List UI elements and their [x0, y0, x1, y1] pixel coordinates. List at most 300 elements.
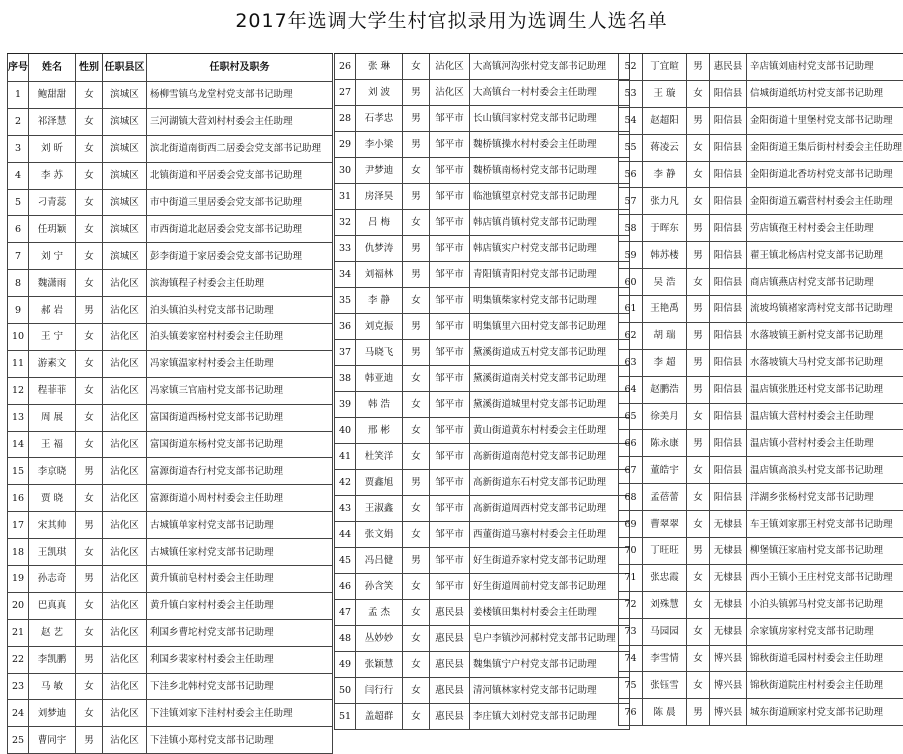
column-header-name: 姓名 [29, 54, 76, 82]
cell-post: 黛溪街道南关村党支部书记助理 [470, 366, 630, 392]
cell-post: 劳店镇孢王村村委会主任助理 [747, 215, 903, 242]
cell-name: 房泽昊 [356, 184, 403, 210]
table-row [619, 80, 903, 107]
cell-post: 富源街道小周村村委会主任助理 [147, 485, 333, 512]
cell-gender: 女 [403, 418, 430, 444]
cell-post: 临池镇望京村党支部书记助理 [470, 184, 630, 210]
cell-post: 温店镇小营村村委会主任助理 [747, 430, 903, 457]
table-row [619, 645, 903, 672]
cell-county: 沾化区 [103, 431, 147, 458]
cell-seq: 75 [619, 672, 643, 699]
cell-county: 阳信县 [710, 457, 747, 484]
cell-gender: 女 [76, 377, 103, 404]
cell-gender: 男 [76, 727, 103, 754]
cell-name: 赵鹏浩 [643, 376, 687, 403]
cell-county: 邹平市 [430, 106, 470, 132]
cell-seq: 48 [335, 626, 356, 652]
table-row [335, 158, 630, 184]
cell-county: 滨城区 [103, 135, 147, 162]
cell-gender: 女 [687, 161, 710, 188]
cell-gender: 男 [687, 215, 710, 242]
cell-name: 徐美月 [643, 403, 687, 430]
cell-name: 孙志奇 [29, 566, 76, 593]
column-header-county: 任职县区 [103, 54, 147, 82]
cell-county: 沾化区 [103, 700, 147, 727]
table-row [335, 54, 630, 80]
cell-seq: 30 [335, 158, 356, 184]
cell-post: 明集镇里六田村党支部书记助理 [470, 314, 630, 340]
cell-post: 富源街道杏行村党支部书记助理 [147, 458, 333, 485]
cell-seq: 6 [8, 216, 29, 243]
cell-gender: 男 [687, 242, 710, 269]
cell-post: 三河湖镇大营刘村村委会主任助理 [147, 108, 333, 135]
cell-gender: 女 [403, 522, 430, 548]
cell-gender: 女 [403, 54, 430, 80]
cell-gender: 男 [687, 296, 710, 323]
cell-county: 阳信县 [710, 484, 747, 511]
cell-seq: 44 [335, 522, 356, 548]
cell-post: 锦秋街道毛园村村委会主任助理 [747, 645, 903, 672]
cell-post: 黛溪街道城里村党支部书记助理 [470, 392, 630, 418]
cell-post: 小泊头镇郭马村党支部书记助理 [747, 591, 903, 618]
cell-seq: 67 [619, 457, 643, 484]
cell-post: 黄升镇前皂村村委会主任助理 [147, 566, 333, 593]
cell-post: 大高镇河沟张村党支部书记助理 [470, 54, 630, 80]
cell-gender: 女 [403, 496, 430, 522]
roster-table [334, 54, 630, 730]
cell-gender: 女 [76, 216, 103, 243]
cell-post: 滨海镇程子村委会主任助理 [147, 270, 333, 297]
cell-county: 沾化区 [103, 566, 147, 593]
cell-seq: 51 [335, 704, 356, 730]
cell-seq: 53 [619, 80, 643, 107]
table-row [8, 189, 333, 216]
table-row [335, 470, 630, 496]
cell-name: 冯吕健 [356, 548, 403, 574]
cell-county: 阳信县 [710, 188, 747, 215]
table-row [619, 564, 903, 591]
table-row [8, 162, 333, 189]
cell-county: 阳信县 [710, 296, 747, 323]
cell-name: 张 琳 [356, 54, 403, 80]
cell-seq: 8 [8, 270, 29, 297]
cell-county: 沾化区 [103, 619, 147, 646]
cell-post: 韩店镇实户村党支部书记助理 [470, 236, 630, 262]
cell-seq: 31 [335, 184, 356, 210]
cell-county: 阳信县 [710, 403, 747, 430]
table-row [335, 418, 630, 444]
table-row [8, 431, 333, 458]
cell-county: 阳信县 [710, 430, 747, 457]
table-row [8, 619, 333, 646]
cell-seq: 35 [335, 288, 356, 314]
cell-post: 杨柳雪镇乌龙堂村党支部书记助理 [147, 82, 333, 109]
cell-name: 吴 浩 [643, 269, 687, 296]
cell-county: 惠民县 [710, 54, 747, 80]
cell-name: 丁宜暄 [643, 54, 687, 80]
cell-gender: 女 [76, 243, 103, 270]
table-row [619, 511, 903, 538]
table-row [619, 54, 903, 80]
table-row [8, 108, 333, 135]
table-row [619, 672, 903, 699]
cell-gender: 女 [687, 564, 710, 591]
cell-gender: 男 [403, 236, 430, 262]
cell-seq: 33 [335, 236, 356, 262]
cell-name: 李 苏 [29, 162, 76, 189]
cell-county: 滨城区 [103, 243, 147, 270]
table-row [8, 270, 333, 297]
cell-seq: 76 [619, 699, 643, 726]
cell-gender: 男 [76, 458, 103, 485]
column-header-post: 任职村及职务 [147, 54, 333, 82]
cell-post: 西小王镇小王庄村党支部书记助理 [747, 564, 903, 591]
cell-seq: 62 [619, 322, 643, 349]
cell-post: 西董街道马寨村村委会主任助理 [470, 522, 630, 548]
cell-name: 王淑鑫 [356, 496, 403, 522]
cell-name: 马晓飞 [356, 340, 403, 366]
cell-seq: 57 [619, 188, 643, 215]
cell-post: 魏集镇宁户村党支部书记助理 [470, 652, 630, 678]
cell-county: 沾化区 [103, 512, 147, 539]
cell-gender: 女 [687, 134, 710, 161]
cell-name: 李 超 [643, 349, 687, 376]
cell-gender: 男 [403, 184, 430, 210]
cell-seq: 22 [8, 646, 29, 673]
cell-county: 阳信县 [710, 134, 747, 161]
cell-seq: 16 [8, 485, 29, 512]
cell-seq: 63 [619, 349, 643, 376]
cell-post: 下洼镇小郑村党支部书记助理 [147, 727, 333, 754]
cell-post: 泊头镇泊头村党支部书记助理 [147, 297, 333, 324]
cell-name: 张忠霞 [643, 564, 687, 591]
cell-name: 陈 晨 [643, 699, 687, 726]
cell-seq: 36 [335, 314, 356, 340]
cell-gender: 男 [76, 297, 103, 324]
cell-gender: 女 [687, 618, 710, 645]
roster-table [618, 54, 903, 726]
cell-name: 韩苏楼 [643, 242, 687, 269]
table-row [8, 135, 333, 162]
cell-name: 孟 杰 [356, 600, 403, 626]
cell-post: 温店镇大营村村委会主任助理 [747, 403, 903, 430]
cell-gender: 女 [76, 162, 103, 189]
cell-post: 姜楼镇田集村村委会主任助理 [470, 600, 630, 626]
cell-name: 巴真真 [29, 592, 76, 619]
cell-seq: 37 [335, 340, 356, 366]
cell-county: 滨城区 [103, 108, 147, 135]
cell-seq: 47 [335, 600, 356, 626]
cell-post: 商店镇燕店村党支部书记助理 [747, 269, 903, 296]
cell-county: 邹平市 [430, 158, 470, 184]
cell-seq: 4 [8, 162, 29, 189]
cell-gender: 男 [403, 262, 430, 288]
cell-seq: 55 [619, 134, 643, 161]
cell-post: 柳堡镇汪家庙村党支部书记助理 [747, 538, 903, 565]
cell-post: 彭李街道于家居委会党支部书记助理 [147, 243, 333, 270]
table-row [619, 484, 903, 511]
table-row [335, 80, 630, 106]
cell-gender: 女 [76, 324, 103, 351]
cell-name: 刘克振 [356, 314, 403, 340]
cell-seq: 74 [619, 645, 643, 672]
cell-seq: 32 [335, 210, 356, 236]
cell-gender: 男 [403, 470, 430, 496]
cell-name: 赵 艺 [29, 619, 76, 646]
cell-post: 明集镇柴家村党支部书记助理 [470, 288, 630, 314]
cell-county: 沾化区 [103, 324, 147, 351]
cell-gender: 女 [403, 600, 430, 626]
cell-post: 富国街道西杨村党支部书记助理 [147, 404, 333, 431]
cell-gender: 女 [76, 673, 103, 700]
cell-seq: 28 [335, 106, 356, 132]
cell-county: 沾化区 [103, 673, 147, 700]
cell-post: 皂户李镇沙河郝村党支部书记助理 [470, 626, 630, 652]
cell-gender: 女 [76, 135, 103, 162]
cell-post: 温店镇张胜还村党支部书记助理 [747, 376, 903, 403]
table-row [335, 444, 630, 470]
cell-post: 下洼乡北韩村党支部书记助理 [147, 673, 333, 700]
cell-gender: 女 [76, 700, 103, 727]
cell-gender: 男 [687, 54, 710, 80]
cell-name: 任玥颖 [29, 216, 76, 243]
table-row [335, 184, 630, 210]
cell-gender: 女 [403, 444, 430, 470]
table-row [8, 324, 333, 351]
cell-name: 张文娟 [356, 522, 403, 548]
cell-gender: 女 [687, 269, 710, 296]
table-row [8, 646, 333, 673]
cell-county: 邹平市 [430, 132, 470, 158]
cell-gender: 男 [403, 314, 430, 340]
cell-seq: 13 [8, 404, 29, 431]
roster-table [7, 54, 333, 754]
cell-county: 沾化区 [103, 539, 147, 566]
cell-post: 高新街道南范村党支部书记助理 [470, 444, 630, 470]
table-row [619, 322, 903, 349]
cell-post: 泊头镇姜家窑村村委会主任助理 [147, 324, 333, 351]
cell-county: 邹平市 [430, 418, 470, 444]
cell-county: 邹平市 [430, 574, 470, 600]
cell-gender: 女 [687, 80, 710, 107]
cell-county: 邹平市 [430, 548, 470, 574]
cell-post: 金阳街道北香坊村党支部书记助理 [747, 161, 903, 188]
cell-gender: 男 [76, 512, 103, 539]
cell-county: 无棣县 [710, 591, 747, 618]
cell-name: 蒋凌云 [643, 134, 687, 161]
cell-name: 李凯鹏 [29, 646, 76, 673]
cell-post: 锦秋街道院庄村村委会主任助理 [747, 672, 903, 699]
table-row [335, 392, 630, 418]
cell-post: 长山镇闫家村党支部书记助理 [470, 106, 630, 132]
cell-post: 利国乡曹坨村党支部书记助理 [147, 619, 333, 646]
table-row [8, 243, 333, 270]
cell-gender: 女 [76, 350, 103, 377]
cell-name: 曹翠翠 [643, 511, 687, 538]
cell-seq: 2 [8, 108, 29, 135]
cell-seq: 71 [619, 564, 643, 591]
cell-county: 沾化区 [103, 270, 147, 297]
cell-gender: 女 [76, 485, 103, 512]
cell-post: 金阳街道五霸营村村委会主任助理 [747, 188, 903, 215]
cell-post: 下洼镇刘家下洼村村委会主任助理 [147, 700, 333, 727]
cell-county: 沾化区 [103, 350, 147, 377]
cell-name: 盖超群 [356, 704, 403, 730]
cell-post: 金阳街道十里堡村党支部书记助理 [747, 107, 903, 134]
roster-panel-2 [334, 53, 630, 730]
cell-county: 邹平市 [430, 288, 470, 314]
table-row [335, 704, 630, 730]
table-row [619, 403, 903, 430]
cell-name: 丛妙妙 [356, 626, 403, 652]
cell-gender: 男 [687, 322, 710, 349]
table-row [335, 132, 630, 158]
cell-seq: 73 [619, 618, 643, 645]
cell-county: 惠民县 [430, 626, 470, 652]
table-row [8, 539, 333, 566]
cell-seq: 41 [335, 444, 356, 470]
cell-post: 冯家镇温家村村委会主任助理 [147, 350, 333, 377]
cell-name: 李京晓 [29, 458, 76, 485]
table-row [8, 512, 333, 539]
cell-seq: 9 [8, 297, 29, 324]
cell-name: 游素文 [29, 350, 76, 377]
table-row [335, 548, 630, 574]
cell-post: 黄升镇白家村村委会主任助理 [147, 592, 333, 619]
cell-county: 沾化区 [103, 458, 147, 485]
table-row [8, 216, 333, 243]
cell-county: 滨城区 [103, 189, 147, 216]
cell-name: 鲍甜甜 [29, 82, 76, 109]
cell-county: 沾化区 [430, 54, 470, 80]
cell-seq: 14 [8, 431, 29, 458]
cell-gender: 女 [687, 645, 710, 672]
cell-county: 滨城区 [103, 82, 147, 109]
cell-seq: 18 [8, 539, 29, 566]
cell-name: 王 宁 [29, 324, 76, 351]
cell-name: 刁青蕊 [29, 189, 76, 216]
cell-name: 陈永康 [643, 430, 687, 457]
cell-post: 富国街道东杨村党支部书记助理 [147, 431, 333, 458]
table-row [335, 288, 630, 314]
cell-name: 吕 梅 [356, 210, 403, 236]
cell-gender: 女 [687, 484, 710, 511]
cell-name: 刘 波 [356, 80, 403, 106]
table-row [619, 538, 903, 565]
cell-gender: 男 [403, 548, 430, 574]
table-row [619, 269, 903, 296]
cell-seq: 39 [335, 392, 356, 418]
cell-post: 水落坡镇王新村党支部书记助理 [747, 322, 903, 349]
table-row [8, 458, 333, 485]
cell-post: 好生街道周前村党支部书记助理 [470, 574, 630, 600]
cell-post: 信城街道纸坊村党支部书记助理 [747, 80, 903, 107]
cell-name: 胡 瑞 [643, 322, 687, 349]
cell-name: 贾 晓 [29, 485, 76, 512]
cell-post: 佘家镇房家村党支部书记助理 [747, 618, 903, 645]
table-row [619, 591, 903, 618]
cell-county: 无棣县 [710, 618, 747, 645]
cell-seq: 38 [335, 366, 356, 392]
cell-name: 王艳禹 [643, 296, 687, 323]
cell-name: 刘 昕 [29, 135, 76, 162]
cell-county: 沾化区 [103, 727, 147, 754]
cell-seq: 12 [8, 377, 29, 404]
cell-county: 阳信县 [710, 242, 747, 269]
cell-county: 邹平市 [430, 210, 470, 236]
cell-gender: 女 [403, 626, 430, 652]
cell-post: 清河镇林家村党支部书记助理 [470, 678, 630, 704]
cell-county: 邹平市 [430, 496, 470, 522]
cell-seq: 56 [619, 161, 643, 188]
cell-seq: 43 [335, 496, 356, 522]
cell-seq: 64 [619, 376, 643, 403]
cell-post: 辛店镇刘庙村党支部书记助理 [747, 54, 903, 80]
table-row [335, 626, 630, 652]
cell-county: 邹平市 [430, 444, 470, 470]
table-row [335, 262, 630, 288]
cell-post: 好生街道乔家村党支部书记助理 [470, 548, 630, 574]
cell-seq: 65 [619, 403, 643, 430]
cell-seq: 72 [619, 591, 643, 618]
column-header-gender: 性别 [76, 54, 103, 82]
cell-seq: 52 [619, 54, 643, 80]
cell-gender: 女 [403, 704, 430, 730]
cell-gender: 女 [403, 652, 430, 678]
cell-seq: 34 [335, 262, 356, 288]
cell-county: 沾化区 [103, 404, 147, 431]
cell-seq: 49 [335, 652, 356, 678]
table-row [335, 210, 630, 236]
table-row [335, 496, 630, 522]
cell-post: 韩店镇肖镇村党支部书记助理 [470, 210, 630, 236]
cell-county: 阳信县 [710, 161, 747, 188]
cell-seq: 61 [619, 296, 643, 323]
cell-gender: 男 [76, 566, 103, 593]
cell-county: 邹平市 [430, 366, 470, 392]
cell-name: 张力凡 [643, 188, 687, 215]
cell-name: 郝 岩 [29, 297, 76, 324]
table-row [335, 600, 630, 626]
cell-seq: 54 [619, 107, 643, 134]
table-row [619, 134, 903, 161]
cell-seq: 17 [8, 512, 29, 539]
cell-name: 李 静 [356, 288, 403, 314]
roster-panel-1 [7, 53, 333, 754]
cell-name: 王 福 [29, 431, 76, 458]
cell-county: 阳信县 [710, 349, 747, 376]
cell-name: 石孝忠 [356, 106, 403, 132]
cell-name: 杜笑洋 [356, 444, 403, 470]
cell-gender: 男 [76, 646, 103, 673]
table-row [8, 377, 333, 404]
cell-county: 博兴县 [710, 645, 747, 672]
cell-seq: 23 [8, 673, 29, 700]
cell-name: 刘殊慧 [643, 591, 687, 618]
table-row [8, 700, 333, 727]
cell-post: 古城镇任家村党支部书记助理 [147, 539, 333, 566]
cell-gender: 男 [687, 538, 710, 565]
cell-name: 马 敏 [29, 673, 76, 700]
cell-seq: 46 [335, 574, 356, 600]
cell-name: 孙含笑 [356, 574, 403, 600]
cell-county: 阳信县 [710, 215, 747, 242]
cell-name: 李雪情 [643, 645, 687, 672]
cell-seq: 66 [619, 430, 643, 457]
cell-seq: 70 [619, 538, 643, 565]
cell-name: 丁旺旺 [643, 538, 687, 565]
cell-seq: 50 [335, 678, 356, 704]
